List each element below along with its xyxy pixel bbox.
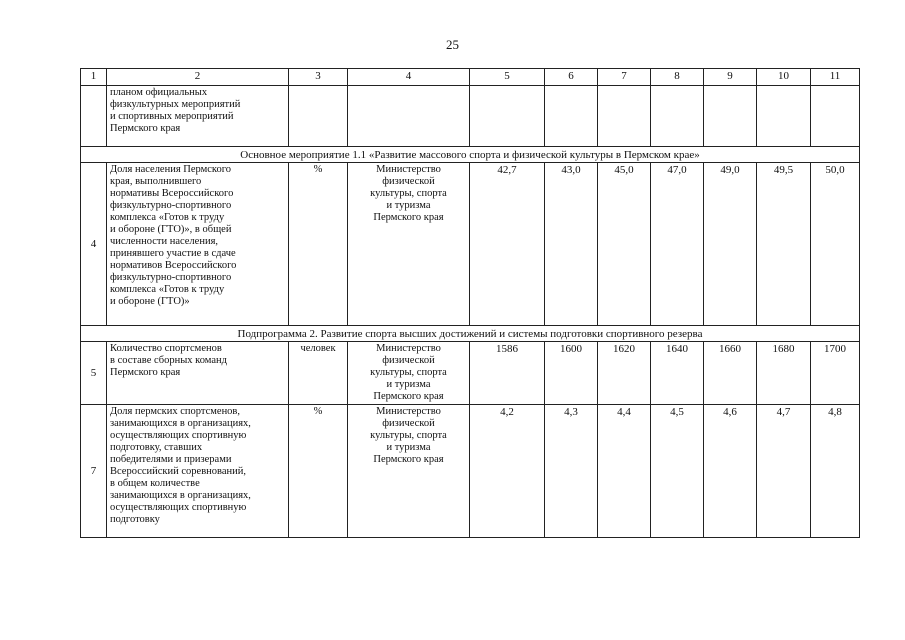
unit-cell <box>289 86 348 147</box>
header-cell: 8 <box>651 69 704 86</box>
value-cell: 4,4 <box>598 405 651 538</box>
responsible-org-cell: Министерство физической культуры, спорта и туризма Пермского края <box>348 163 470 326</box>
value-cell: 4,3 <box>545 405 598 538</box>
responsible-org-cell: Министерство физической культуры, спорта и туризма Пермского края <box>348 405 470 538</box>
value-cell: 4,5 <box>651 405 704 538</box>
value-cell: 4,7 <box>757 405 811 538</box>
row-number-cell <box>81 86 107 147</box>
header-cell: 10 <box>757 69 811 86</box>
value-cell: 1600 <box>545 342 598 405</box>
unit-cell: % <box>289 163 348 326</box>
value-cell <box>598 86 651 147</box>
indicator-name-cell: Количество спортсменов в составе сборных команд Пермского края <box>107 342 289 405</box>
table-row <box>81 86 860 147</box>
value-cell: 1680 <box>757 342 811 405</box>
value-cell: 50,0 <box>811 163 860 326</box>
value-cell: 4,8 <box>811 405 860 538</box>
header-cell: 2 <box>107 69 289 86</box>
section-heading: Основное мероприятие 1.1 «Развитие массового спорта и физической культуры в Пермском крае» <box>81 147 860 163</box>
row-number-cell: 7 <box>81 405 107 538</box>
value-cell: 42,7 <box>470 163 545 326</box>
value-cell <box>545 86 598 147</box>
responsible-org-cell: Министерство физической культуры, спорта и туризма Пермского края <box>348 342 470 405</box>
indicators-table <box>80 68 860 538</box>
value-cell: 4,2 <box>470 405 545 538</box>
value-cell: 49,5 <box>757 163 811 326</box>
page-number: 25 <box>446 37 459 52</box>
value-cell <box>757 86 811 147</box>
section-heading: Подпрограмма 2. Развитие спорта высших достижений и системы подготовки спортивного резерва <box>81 326 860 342</box>
indicator-name-cell: Доля населения Пермского края, выполнившего нормативы Всероссийского физкультурно-спортивного комплекса «Готов к труду и обороне (ГТО)», в общей численности населения, принявшего участие в сдаче нормативов Всероссийского физкультурно-спортивного комплекса «Готов к труду и обороне (ГТО)» <box>107 163 289 326</box>
header-cell: 4 <box>348 69 470 86</box>
unit-cell: человек <box>289 342 348 405</box>
value-cell <box>704 86 757 147</box>
table-row <box>81 163 860 326</box>
header-cell: 5 <box>470 69 545 86</box>
section-heading-row <box>81 326 860 342</box>
value-cell <box>651 86 704 147</box>
value-cell <box>811 86 860 147</box>
header-cell: 7 <box>598 69 651 86</box>
value-cell: 1660 <box>704 342 757 405</box>
column-number-row <box>81 69 860 86</box>
value-cell: 4,6 <box>704 405 757 538</box>
section-heading-row <box>81 147 860 163</box>
table-row <box>81 405 860 538</box>
value-cell: 1586 <box>470 342 545 405</box>
header-cell: 1 <box>81 69 107 86</box>
indicator-name-cell: планом официальных физкультурных мероприятий и спортивных мероприятий Пермского края <box>107 86 289 147</box>
value-cell: 1620 <box>598 342 651 405</box>
header-cell: 3 <box>289 69 348 86</box>
header-cell: 9 <box>704 69 757 86</box>
value-cell: 1640 <box>651 342 704 405</box>
value-cell <box>470 86 545 147</box>
responsible-org-cell <box>348 86 470 147</box>
indicator-name-cell: Доля пермских спортсменов, занимающихся в организациях, осуществляющих спортивную подготовку, ставших победителями и призерами Всероссийский соревнований, в общем количестве занимающихся в организациях, осуществляющих спортивную подготовку <box>107 405 289 538</box>
header-cell: 6 <box>545 69 598 86</box>
value-cell: 47,0 <box>651 163 704 326</box>
value-cell: 1700 <box>811 342 860 405</box>
value-cell: 43,0 <box>545 163 598 326</box>
unit-cell: % <box>289 405 348 538</box>
value-cell: 45,0 <box>598 163 651 326</box>
value-cell: 49,0 <box>704 163 757 326</box>
header-cell: 11 <box>811 69 860 86</box>
row-number-cell: 5 <box>81 342 107 405</box>
row-number-cell: 4 <box>81 163 107 326</box>
table-row <box>81 342 860 405</box>
